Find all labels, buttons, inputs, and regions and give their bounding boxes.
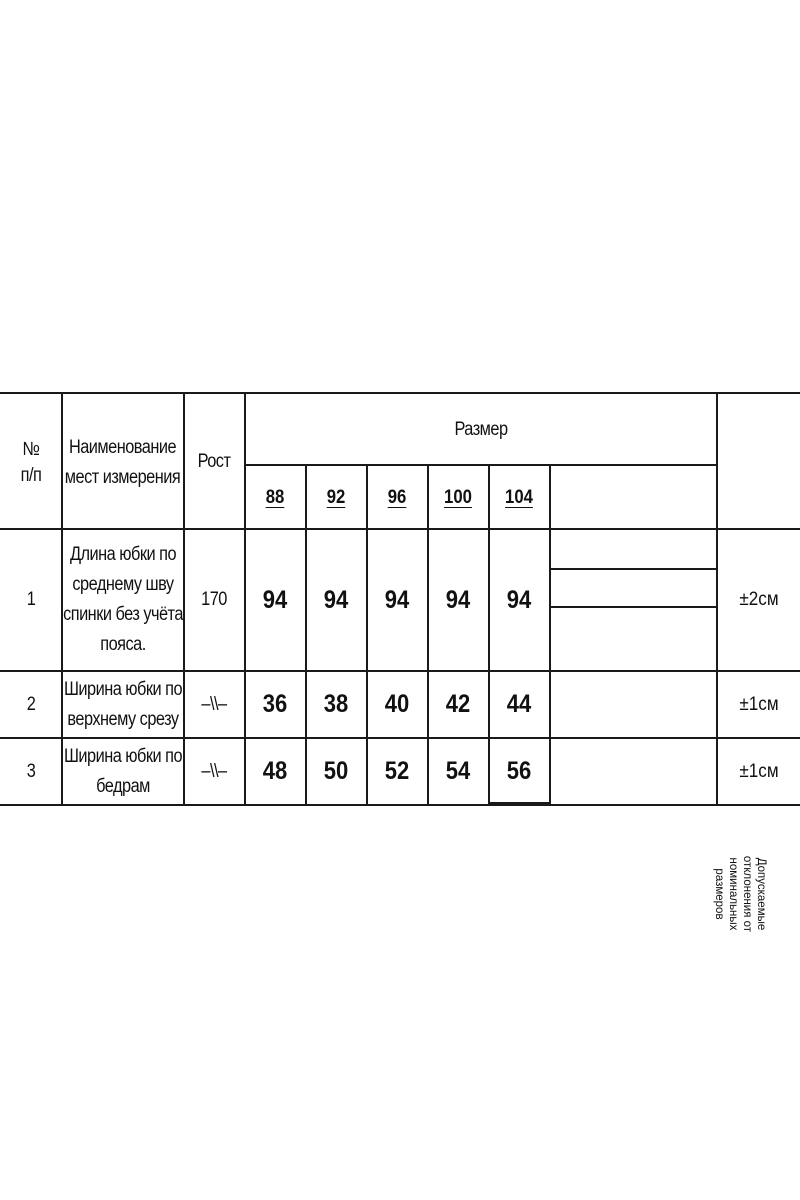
- size-header: 96: [387, 487, 407, 508]
- row-height: –\\–: [201, 693, 227, 715]
- col-line-size-1: [305, 464, 307, 806]
- row-value: 42: [445, 690, 471, 718]
- row-height: –\\–: [201, 760, 227, 782]
- row-name: Ширина юбки по верхнему срезу: [63, 678, 183, 730]
- row-number: 1: [26, 589, 36, 610]
- col-line-size-2: [366, 464, 368, 806]
- row-value: 94: [384, 585, 410, 614]
- col-line-size-5: [549, 464, 551, 806]
- header-height: Рост: [197, 451, 231, 472]
- row-tolerance: ±1см: [739, 693, 779, 715]
- row-value: 94: [506, 585, 532, 614]
- table-border-top: [0, 392, 800, 394]
- row-value: 40: [384, 690, 410, 718]
- row-value: 94: [262, 585, 288, 614]
- row-value: 50: [323, 757, 349, 785]
- row-value: 94: [323, 585, 349, 614]
- row-value: 94: [445, 585, 471, 614]
- header-name: Наименование мест измерения: [64, 437, 181, 488]
- header-size-group: Размер: [454, 419, 508, 440]
- row-name: Ширина юбки по бедрам: [63, 745, 183, 797]
- size-header: 104: [505, 487, 533, 508]
- size-header: 88: [265, 487, 285, 508]
- row-value: 36: [262, 690, 288, 718]
- row-height: 170: [201, 589, 227, 610]
- row-value: 54: [445, 757, 471, 785]
- row-value: 48: [262, 757, 288, 785]
- size-subheader-line: [244, 464, 718, 466]
- row-value: 44: [506, 690, 532, 718]
- row-tolerance: ±2см: [739, 589, 779, 610]
- row-name: Длина юбки по среднему шву спинки без учёта пояса.: [63, 544, 183, 655]
- row-number: 2: [26, 693, 36, 715]
- size-table: [0, 392, 800, 933]
- row1-inner-line-a: [550, 568, 718, 570]
- table-border-bottom: [0, 804, 800, 806]
- row1-inner-line-b: [550, 606, 718, 608]
- size-header: 92: [326, 487, 346, 508]
- size-header: 100: [444, 487, 472, 508]
- col-line-tolerance: [716, 392, 718, 806]
- row-number: 3: [26, 760, 36, 782]
- header-tolerance: Допускаемые отклонения от номинальных размеров: [713, 855, 767, 933]
- col-line-size-3: [427, 464, 429, 806]
- col-line-height: [244, 392, 246, 806]
- row-tolerance: ±1см: [739, 760, 779, 782]
- row-value: 52: [384, 757, 410, 785]
- header-number: № п/п: [20, 439, 42, 486]
- col-line-size-4: [488, 464, 490, 806]
- row-value: 38: [323, 690, 349, 718]
- row-value: 56: [506, 757, 532, 785]
